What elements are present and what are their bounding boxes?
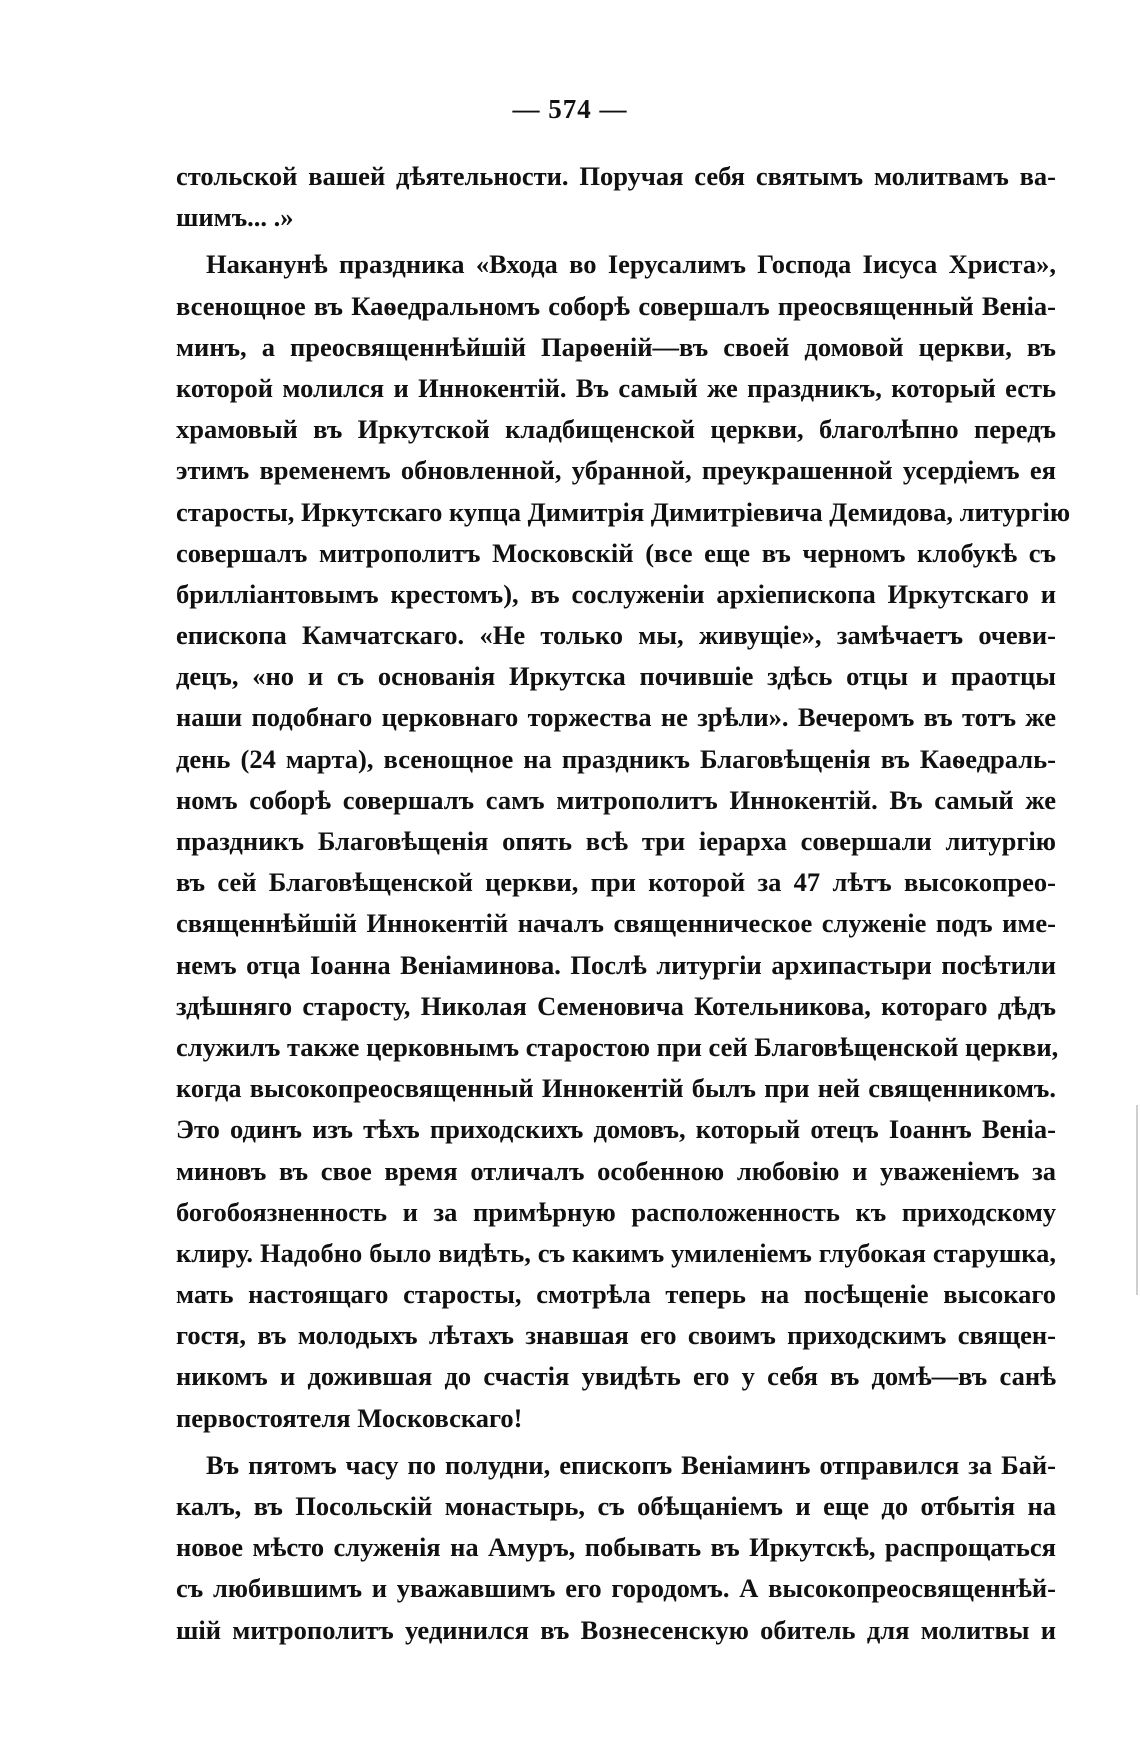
- text-line: день (24 марта), всенощное на праздникъ Благовѣщенія въ Каѳедраль-: [176, 743, 1056, 774]
- text-line: когда высокопреосвященный Иннокентій былъ при ней священникомъ.: [176, 1073, 1056, 1104]
- text-line: наши подобнаго церковнаго торжества не зрѣли». Вечеромъ въ тотъ же: [176, 702, 1056, 733]
- text-line: номъ соборѣ совершалъ самъ митрополитъ Иннокентій. Въ самый же: [176, 784, 1056, 815]
- text-line: новое мѣсто служенія на Амуръ, побывать въ Иркутскѣ, распрощаться: [176, 1532, 1056, 1563]
- text-line: всенощное въ Каѳедральномъ соборѣ совершалъ преосвященный Веніа-: [176, 290, 1056, 321]
- text-line: праздникъ Благовѣщенія опять всѣ три іерарха совершали литургію: [176, 826, 1056, 856]
- paragraph-3: [176, 1445, 1056, 1651]
- text-line: калъ, въ Посольскій монастырь, съ обѣщаніемъ и еще до отбытія на: [176, 1491, 1056, 1521]
- text-line: епископа Камчатскаго. «Не только мы, живущіе», замѣчаетъ очеви-: [176, 620, 1056, 651]
- text-line: бриллiантовымъ крестомъ), въ сослуженіи архіепископа Иркутскаго и: [176, 578, 1056, 609]
- text-line: которой молился и Иннокентій. Въ самый же праздникъ, который есть: [176, 372, 1056, 403]
- text-line: клиру. Надобно было видѣть, съ какимъ умиленіемъ глубокая старушка,: [176, 1237, 1056, 1268]
- text-line: шій митрополитъ уединился въ Вознесенскую обитель для молитвы и: [176, 1614, 1056, 1645]
- text-line: въ сей Благовѣщенской церкви, при которой за 47 лѣтъ высокопрео-: [176, 867, 1056, 898]
- text-line: совершалъ митрополитъ Московскій (все еще въ черномъ клобукѣ съ: [176, 537, 1056, 568]
- text-line: шимъ... .»: [176, 202, 294, 233]
- text-line: здѣшняго старосту, Николая Семеновича Котельникова, котораго дѣдъ: [176, 990, 1056, 1021]
- text-line: децъ, «но и съ основанія Иркутска почившіе здѣсь отцы и праотцы: [176, 661, 1056, 692]
- scan-edge-mark: [1136, 1105, 1138, 1295]
- text-line: служилъ также церковнымъ старостою при сей Благовѣщенской церкви,: [176, 1031, 1059, 1062]
- text-line: никомъ и дожившая до счастія увидѣть его у себя въ домѣ—въ санѣ: [176, 1361, 1056, 1392]
- text-line: гостя, въ молодыхъ лѣтахъ знавшая его своимъ приходскимъ священ-: [176, 1320, 1056, 1351]
- text-line: стольской вашей дѣятельности. Поручая себя святымъ молитвамъ ва-: [176, 161, 1056, 191]
- text-line: минъ, а преосвященнѣйшій Парѳеній—въ своей домовой церкви, въ: [176, 331, 1056, 362]
- text-line: этимъ временемъ обновленной, убранной, преукрашенной усердіемъ ея: [176, 455, 1056, 486]
- text-line: первостоятеля Московскаго!: [176, 1402, 523, 1433]
- text-line: храмовый въ Иркутской кладбищенской церкви, благолѣпно передъ: [176, 414, 1056, 445]
- text-line: миновъ въ свое время отличалъ особенною любовію и уваженіемъ за: [176, 1155, 1056, 1186]
- text-line: Наканунѣ праздника «Входа во Іерусалимъ Господа Іисуса Христа»,: [206, 249, 1056, 280]
- text-line: священнѣйшій Иннокентій началъ священническое служеніе подъ име-: [176, 908, 1056, 939]
- text-line: мать настоящаго старосты, смотрѣла теперь на посѣщеніе высокаго: [176, 1279, 1056, 1310]
- page-number: — 574 —: [512, 94, 628, 124]
- text-line: старосты, Иркутскаго купца Димитрія Димитріевича Демидова, литургію: [176, 496, 1071, 527]
- text-line: Это одинъ изъ тѣхъ приходскихъ домовъ, который отецъ Іоаннъ Веніа-: [176, 1114, 1056, 1145]
- paragraph-2: [176, 244, 1071, 1438]
- text-line: Въ пятомъ часу по полудни, епископъ Веніаминъ отправился за Бай-: [206, 1449, 1056, 1480]
- body-text: [176, 156, 1071, 1651]
- text-line: немъ отца Іоанна Веніаминова. Послѣ литургіи архипастыри посѣтили: [176, 949, 1056, 980]
- text-line: съ любившимъ и уважавшимъ его городомъ. А высокопреосвященнѣй-: [176, 1573, 1056, 1604]
- text-line: богобоязненность и за примѣрную расположенность къ приходскому: [176, 1196, 1056, 1227]
- paragraph-1: [176, 156, 1056, 238]
